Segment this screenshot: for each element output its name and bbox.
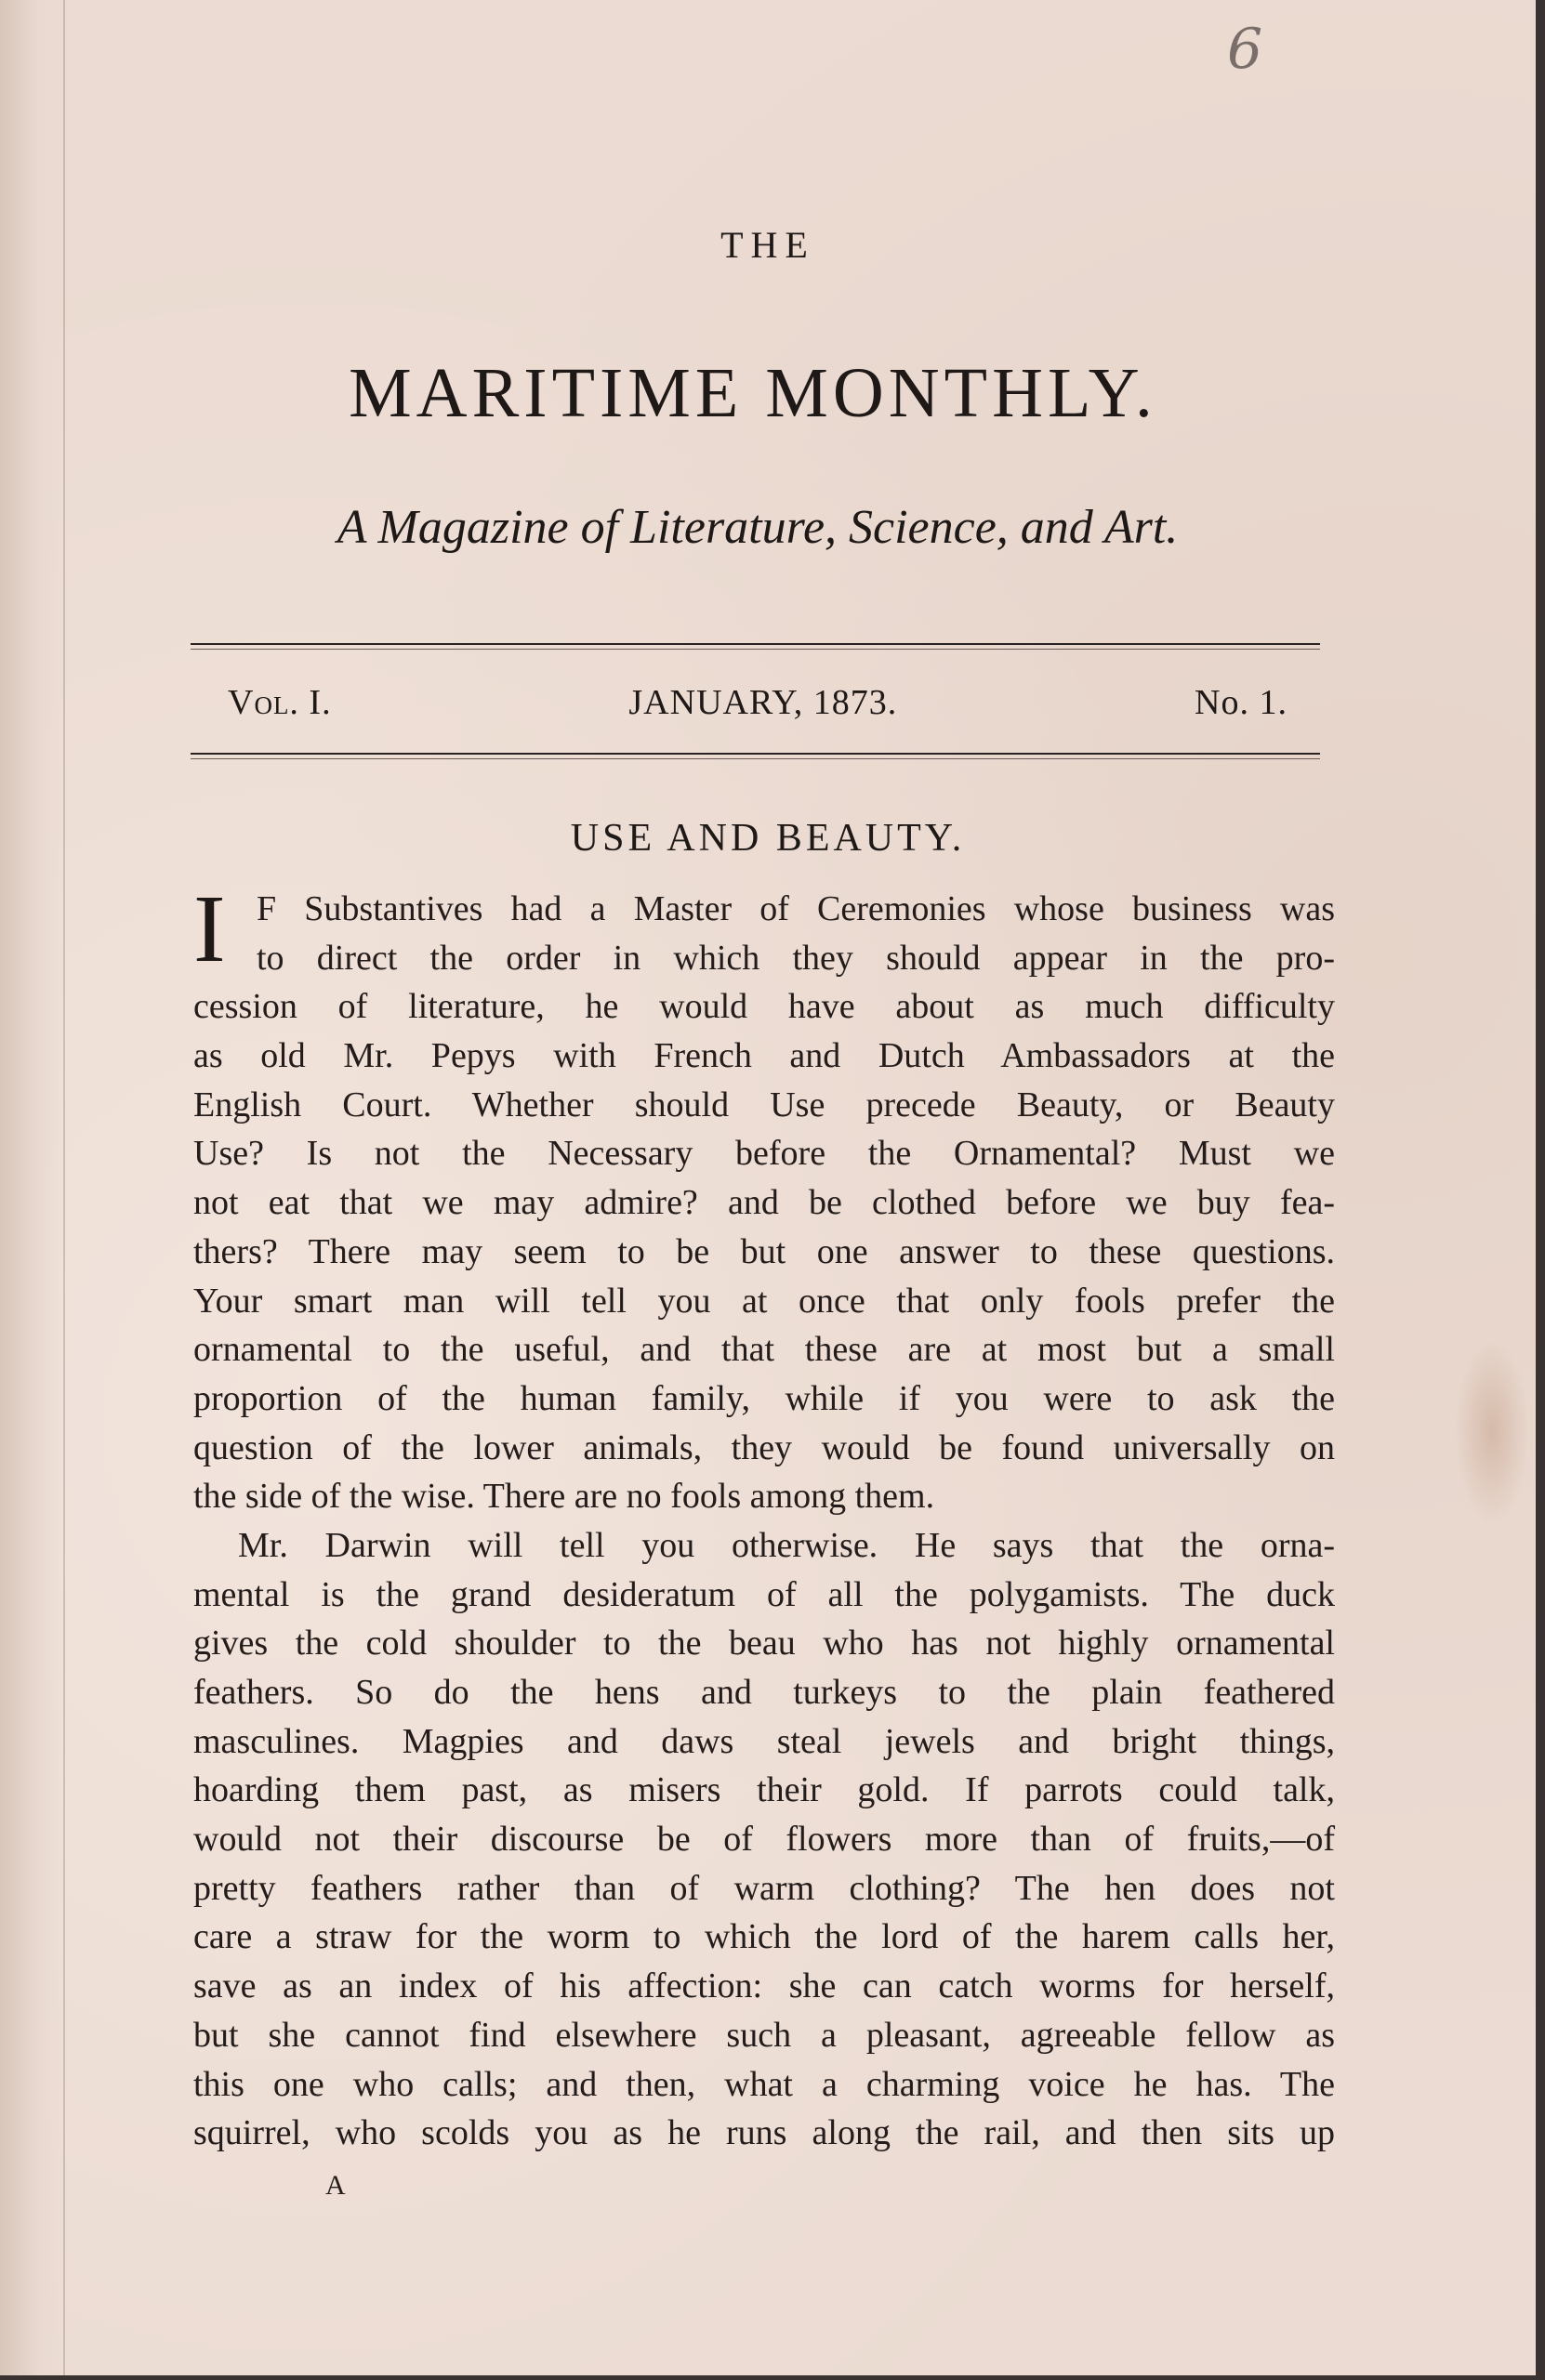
article-body bbox=[193, 885, 1335, 2158]
text-line: cession of literature, he would have about as much difficulty bbox=[193, 987, 1335, 1027]
bottom-rule bbox=[191, 753, 1320, 755]
text-line: to direct the order in which they should appear in the pro- bbox=[257, 938, 1335, 978]
drop-cap: I bbox=[193, 875, 226, 982]
text-line: but she cannot find elsewhere such a pleasant, agreeable fellow as bbox=[193, 2015, 1335, 2055]
bottom-rule-thin bbox=[191, 758, 1320, 759]
text-line: question of the lower animals, they would be found universally on bbox=[193, 1427, 1335, 1467]
text-line: gives the cold shoulder to the beau who has not highly ornamental bbox=[193, 1624, 1335, 1663]
paper-stain bbox=[1455, 1338, 1529, 1524]
text-line: Use? Is not the Necessary before the Ornamental? Must we bbox=[193, 1134, 1335, 1174]
text-line: as old Mr. Pepys with French and Dutch Ambassadors at the bbox=[193, 1036, 1335, 1076]
text-line: proportion of the human family, while if you were to ask the bbox=[193, 1378, 1335, 1418]
text-line: care a straw for the worm to which the lord of the harem calls her, bbox=[193, 1917, 1335, 1957]
article-heading: USE AND BEAUTY. bbox=[570, 817, 966, 860]
text-line: English Court. Whether should Use precede Beauty, or Beauty bbox=[193, 1085, 1335, 1124]
text-line: thers? There may seem to be but one answer to these questions. bbox=[193, 1231, 1335, 1271]
text-line: Your smart man will tell you at once that only fools prefer the bbox=[193, 1281, 1335, 1321]
issue-number: No. 1. bbox=[1195, 683, 1288, 722]
text-line: Mr. Darwin will tell you otherwise. He says that the orna- bbox=[238, 1525, 1335, 1565]
text-line: not eat that we may admire? and be clothed before we buy fea- bbox=[193, 1183, 1335, 1223]
top-rule bbox=[191, 643, 1320, 645]
magazine-title: MARITIME MONTHLY. bbox=[349, 354, 1157, 432]
text-line: F Substantives had a Master of Ceremonies whose business was bbox=[257, 889, 1335, 928]
text-line: squirrel, who scolds you as he runs along the rail, and then sits up bbox=[193, 2113, 1335, 2153]
text-line: masculines. Magpies and daws steal jewels and bright things, bbox=[193, 1721, 1335, 1761]
text-line: this one who calls; and then, what a charming voice he has. The bbox=[193, 2064, 1335, 2104]
text-line: the side of the wise. There are no fools among them. bbox=[193, 1477, 935, 1517]
text-line: would not their discourse be of flowers more than of fruits,—of bbox=[193, 1820, 1335, 1860]
text-line: ornamental to the useful, and that these are at most but a small bbox=[193, 1330, 1335, 1370]
signature-mark: A bbox=[325, 2170, 346, 2201]
top-rule-thin bbox=[191, 649, 1320, 650]
paragraph-1 bbox=[193, 885, 1335, 1521]
issue-info-row bbox=[228, 677, 1288, 729]
text-line: hoarding them past, as misers their gold. If parrots could talk, bbox=[193, 1770, 1335, 1810]
magazine-subtitle: A Magazine of Literature, Science, and Art. bbox=[337, 501, 1179, 554]
volume-label: Vol. I. bbox=[228, 683, 332, 722]
issue-date: JANUARY, 1873. bbox=[628, 683, 898, 722]
pencil-annotation: 6 bbox=[1227, 17, 1269, 82]
text-line: save as an index of his affection: she can catch worms for herself, bbox=[193, 1966, 1335, 2006]
text-line: pretty feathers rather than of warm clothing? The hen does not bbox=[193, 1868, 1335, 1908]
text-line: feathers. So do the hens and turkeys to the plain feathered bbox=[193, 1673, 1335, 1712]
text-line: mental is the grand desideratum of all the polygamists. The duck bbox=[193, 1574, 1335, 1614]
paragraph-2 bbox=[193, 1521, 1335, 2158]
masthead-the: THE bbox=[720, 224, 815, 266]
